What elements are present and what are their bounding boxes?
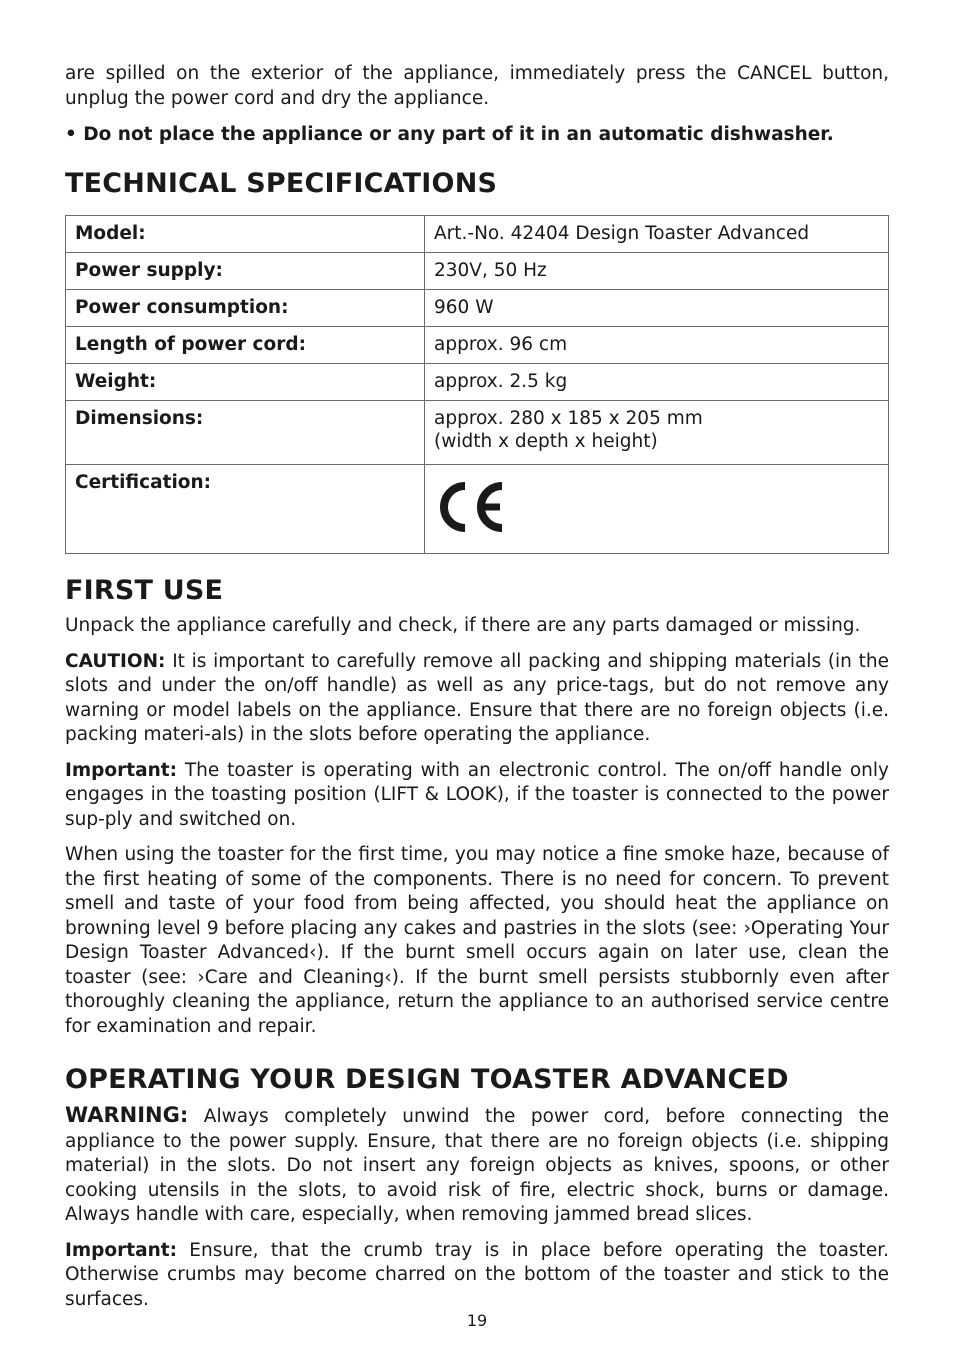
spec-label: Dimensions: — [66, 401, 425, 465]
spec-value: approx. 2.5 kg — [425, 364, 889, 401]
table-row — [66, 290, 889, 327]
spec-label: Model: — [66, 216, 425, 253]
table-row — [66, 401, 889, 465]
dishwasher-warning-bullet: • Do not place the appliance or any part of it in an automatic dishwasher. — [65, 124, 834, 145]
warning-text: Always completely unwind the power cord, before connecting the appliance to the power supply. Ensure, that there are no foreign objects (i.e. shipping material) in the slots. Do not insert any foreign objects as knives, spoons, or other cooking utensils in the slots, to avoid risk of fire, electric shock, burns or damage. Always handle with care, especially, when removing jammed bread slices. — [65, 1106, 889, 1225]
caution-text: It is important to carefully remove all packing and shipping materials (in the slots and under the on/off handle) as well as any price-tags, but do not remove any warning or model labels on the appliance. Ensure that there are no foreign objects (i.e. packing materi-als) in the slots before operating the appliance. — [65, 650, 889, 745]
ce-mark-icon — [434, 481, 506, 533]
important-paragraph — [65, 759, 889, 833]
manual-page — [65, 62, 889, 1323]
spec-value: 960 W — [425, 290, 889, 327]
important-label: Important: — [65, 1239, 177, 1261]
first-heating-paragraph: When using the toaster for the first time, you may notice a fine smoke haze, because of the first heating of some of the components. There is no need for concern. To prevent smell and taste of your food from being affected, you should heat the appliance on browning level 9 before placing any cakes and pastries in the slots (see: ›Operating Your Design Toaster Advanced‹). If the burnt smell occurs again on later use, clean the toaster (see: ›Care and Cleaning‹). If the burnt smell persists stubbornly even after thoroughly cleaning the appliance, return the appliance to an authorised service centre for examination and repair. — [65, 844, 889, 1037]
spec-label: Power consumption: — [66, 290, 425, 327]
table-row — [66, 364, 889, 401]
spec-value: Art.-No. 42404 Design Toaster Advanced — [425, 216, 889, 253]
table-row — [66, 327, 889, 364]
spec-value — [425, 401, 889, 465]
table-row — [66, 465, 889, 554]
caution-paragraph — [65, 650, 889, 748]
first-use-heading: FIRST USE — [65, 575, 224, 606]
table-row — [66, 253, 889, 290]
crumb-tray-text: Ensure, that the crumb tray is in place before operating the toaster. Otherwise crumbs may become charred on the bottom of the toaster and stick to the surfaces. — [65, 1239, 889, 1310]
spec-value — [425, 465, 889, 554]
operating-heading: OPERATING YOUR DESIGN TOASTER ADVANCED — [65, 1064, 789, 1095]
spec-value: 230V, 50 Hz — [425, 253, 889, 290]
spec-value: approx. 96 cm — [425, 327, 889, 364]
table-row — [66, 216, 889, 253]
spec-label: Power supply: — [66, 253, 425, 290]
spec-value-line: (width x depth x height) — [434, 431, 658, 452]
warning-paragraph — [65, 1103, 889, 1228]
spec-label: Certification: — [66, 465, 425, 554]
page-number: 19 — [466, 1311, 488, 1330]
unpack-paragraph: Unpack the appliance carefully and check, if there are any parts damaged or missing. — [65, 615, 861, 636]
technical-specifications-heading: TECHNICAL SPECIFICATIONS — [65, 168, 498, 199]
important-label: Important: — [65, 759, 177, 781]
spec-label: Length of power cord: — [66, 327, 425, 364]
caution-label: CAUTION: — [65, 650, 166, 672]
spec-label: Weight: — [66, 364, 425, 401]
important-text: The toaster is operating with an electronic control. The on/off handle only engages in the toasting position (LIFT & LOOK), if the toaster is connected to the power sup-ply and switched on. — [65, 759, 889, 830]
specifications-table — [65, 215, 889, 554]
intro-paragraph: are spilled on the exterior of the appliance, immediately press the CANCEL button, unplug the power cord and dry the appliance. — [65, 63, 889, 109]
crumb-tray-paragraph — [65, 1239, 889, 1313]
warning-label: WARNING: — [65, 1103, 189, 1127]
spec-value-line: approx. 280 x 185 x 205 mm — [434, 408, 703, 429]
